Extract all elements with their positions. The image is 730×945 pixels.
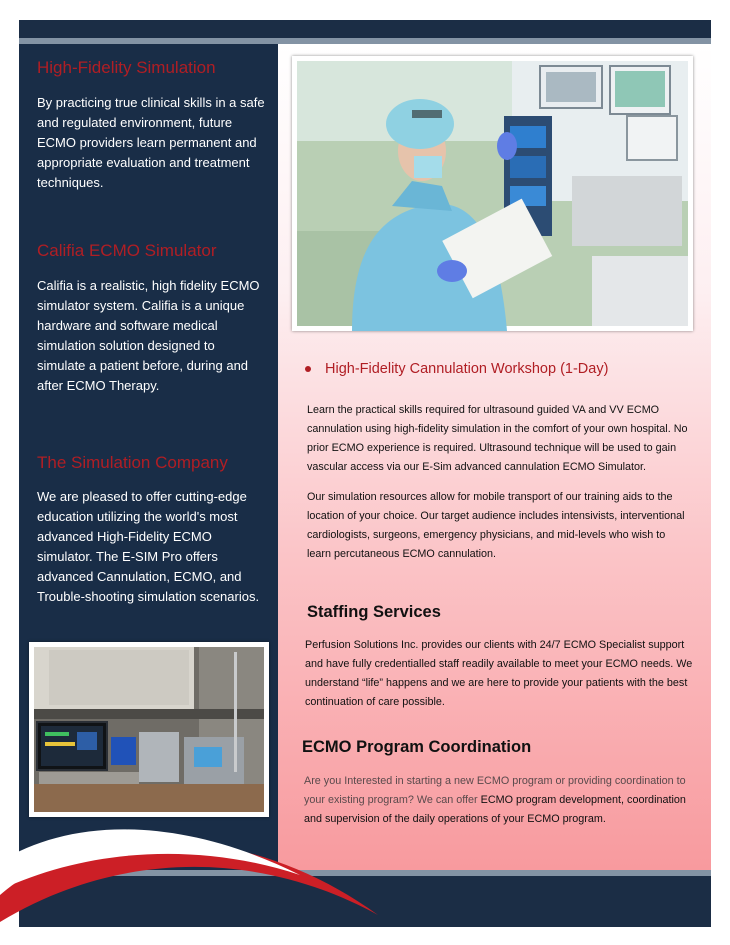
- workshop-title: High-Fidelity Cannulation Workshop (1-Day): [325, 361, 609, 377]
- decorative-swoosh: [0, 800, 380, 945]
- staffing-text: Perfusion Solutions Inc. provides our clients with 24/7 ECMO Specialist support and have fully credentialled staff readily available to meet your ECMO needs. We understand “life” happens and we are here to provide your patients with the best continuation of care possible.: [305, 639, 693, 708]
- sidebar-heading-simulation-company: The Simulation Company: [37, 453, 228, 472]
- coordination-services: ECMO program development, coordination and supervision of the daily operations of your ECMO program.: [304, 794, 686, 825]
- sidebar-text-califia: Califia is a realistic, high fidelity ECMO simulator system. Califia is a unique hardware and software medical simulation solution designed to simulate a patient before, during and after ECMO Therapy.: [37, 278, 260, 393]
- sidebar-text-high-fidelity: By practicing true clinical skills in a safe and regulated environment, future ECMO providers learn permanent and appropriate evaluation and treatment techniques.: [37, 95, 265, 190]
- staffing-heading: Staffing Services: [307, 603, 441, 621]
- sidebar-text-simulation-company: We are pleased to offer cutting-edge education utilizing the world's most advanced High-Fidelity ECMO simulator. The E-SIM Pro offers advanced Cannulation, ECMO, and Trouble-shooting simulation scenarios.: [37, 489, 260, 604]
- workshop-bullet: [305, 361, 608, 377]
- coordination-intro: Are you Interested in starting a new ECMO program or providing coordination to your existing program? We can offer: [304, 775, 686, 806]
- top-banner: [19, 20, 711, 38]
- coordination-heading: ECMO Program Coordination: [302, 738, 532, 756]
- bullet-dot-icon: [305, 366, 311, 372]
- sidebar-heading-califia: Califia ECMO Simulator: [37, 241, 217, 260]
- workshop-description: Learn the practical skills required for ultrasound guided VA and VV ECMO cannulation using high-fidelity simulation in the comfort of your own hospital. No prior ECMO experience is required. Ultrasound technique will be used to gain vascular access via our E-Sim advanced cannulation ECMO Simulator.: [307, 404, 688, 473]
- icu-clinician-photo: [292, 56, 693, 331]
- simulator-equipment-photo: [29, 642, 269, 817]
- workshop-audience: Our simulation resources allow for mobile transport of our training aids to the location of your choice. Our target audience includes intensivists, interventional cardiologists, surgeons, emergency physicians, and mid-levels who wish to learn percutaneous ECMO cannulation.: [307, 491, 685, 560]
- sidebar-heading-high-fidelity: High-Fidelity Simulation: [37, 58, 216, 77]
